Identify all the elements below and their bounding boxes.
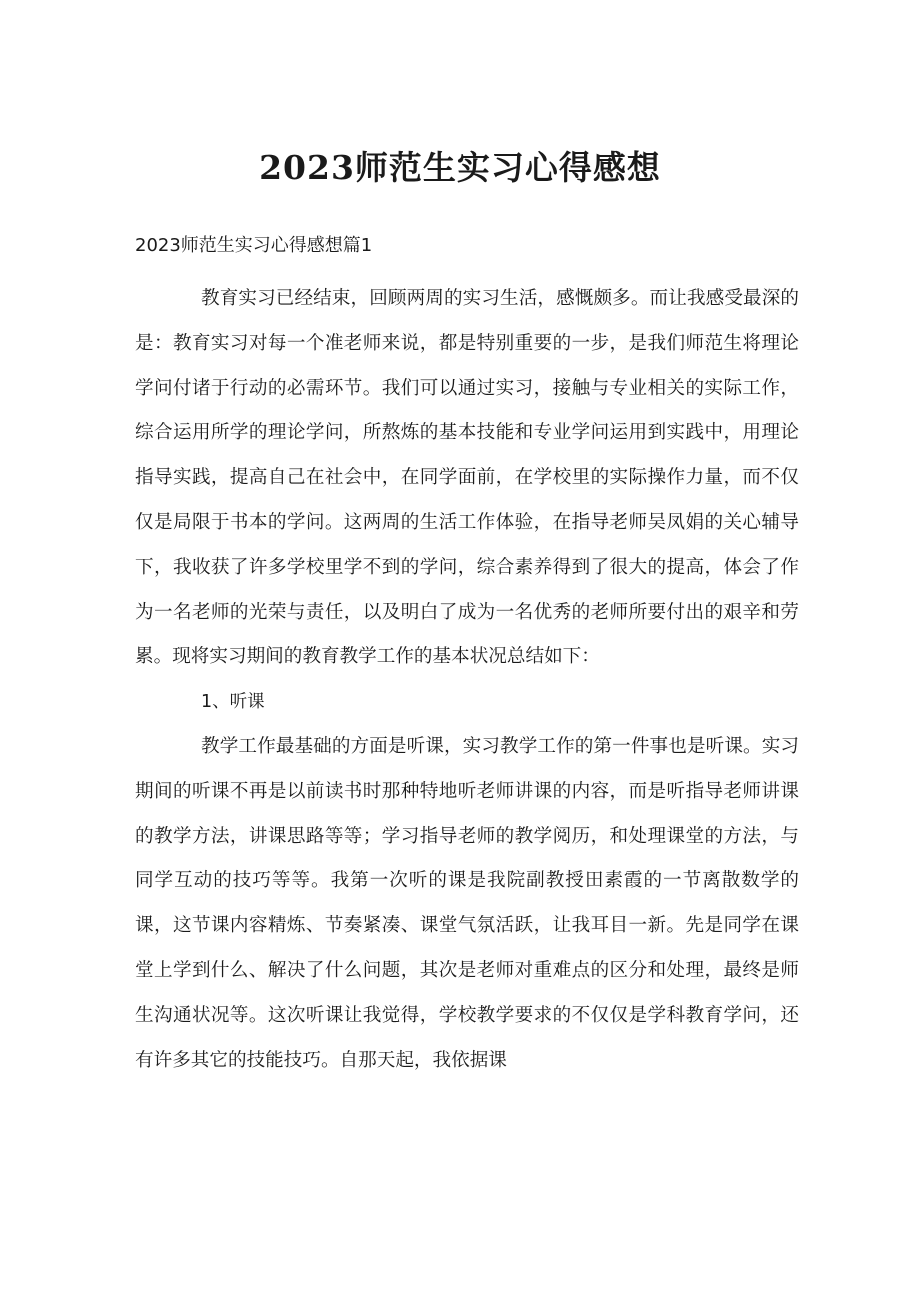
document-body	[135, 277, 799, 1083]
section-subtitle: 2023师范生实习心得感想篇1	[135, 235, 373, 256]
paragraph-intro: 教育实习已经结束，回顾两周的实习生活，感慨颇多。而让我感受最深的是：教育实习对每一个准老师来说，都是特别重要的一步，是我们师范生将理论学问付诸于行动的必需环节。我们可以通过实习，接触与专业相关的实际工作，综合运用所学的理论学问，所熬炼的基本技能和专业学问运用到实践中，用理论指导实践，提高自己在社会中，在同学面前，在学校里的实际操作力量，而不仅仅是局限于书本的学问。这两周的生活工作体验，在指导老师吴凤娟的关心辅导下，我收获了许多学校里学不到的学问，综合素养得到了很大的提高，体会了作为一名老师的光荣与责任，以及明白了成为一名优秀的老师所要付出的艰辛和劳累。现将实习期间的教育教学工作的基本状况总结如下：	[135, 288, 799, 668]
section-heading-listening: 1、听课	[201, 692, 265, 713]
document-title: 2023师范生实习心得感想	[259, 148, 661, 187]
paragraph-listening: 教学工作最基础的方面是听课，实习教学工作的第一件事也是听课。实习期间的听课不再是以前读书时那种特地听老师讲课的内容，而是听指导老师讲课的教学方法，讲课思路等等；学习指导老师的教学阅历，和处理课堂的方法，与同学互动的技巧等等。我第一次听的课是我院副教授田素霞的一节离散数学的课，这节课内容精炼、节奏紧凑、课堂气氛活跃，让我耳目一新。先是同学在课堂上学到什么、解决了什么问题，其次是老师对重难点的区分和处理，最终是师生沟通状况等。这次听课让我觉得，学校教学要求的不仅仅是学科教育学问，还有许多其它的技能技巧。自那天起，我依据课	[135, 735, 799, 1071]
